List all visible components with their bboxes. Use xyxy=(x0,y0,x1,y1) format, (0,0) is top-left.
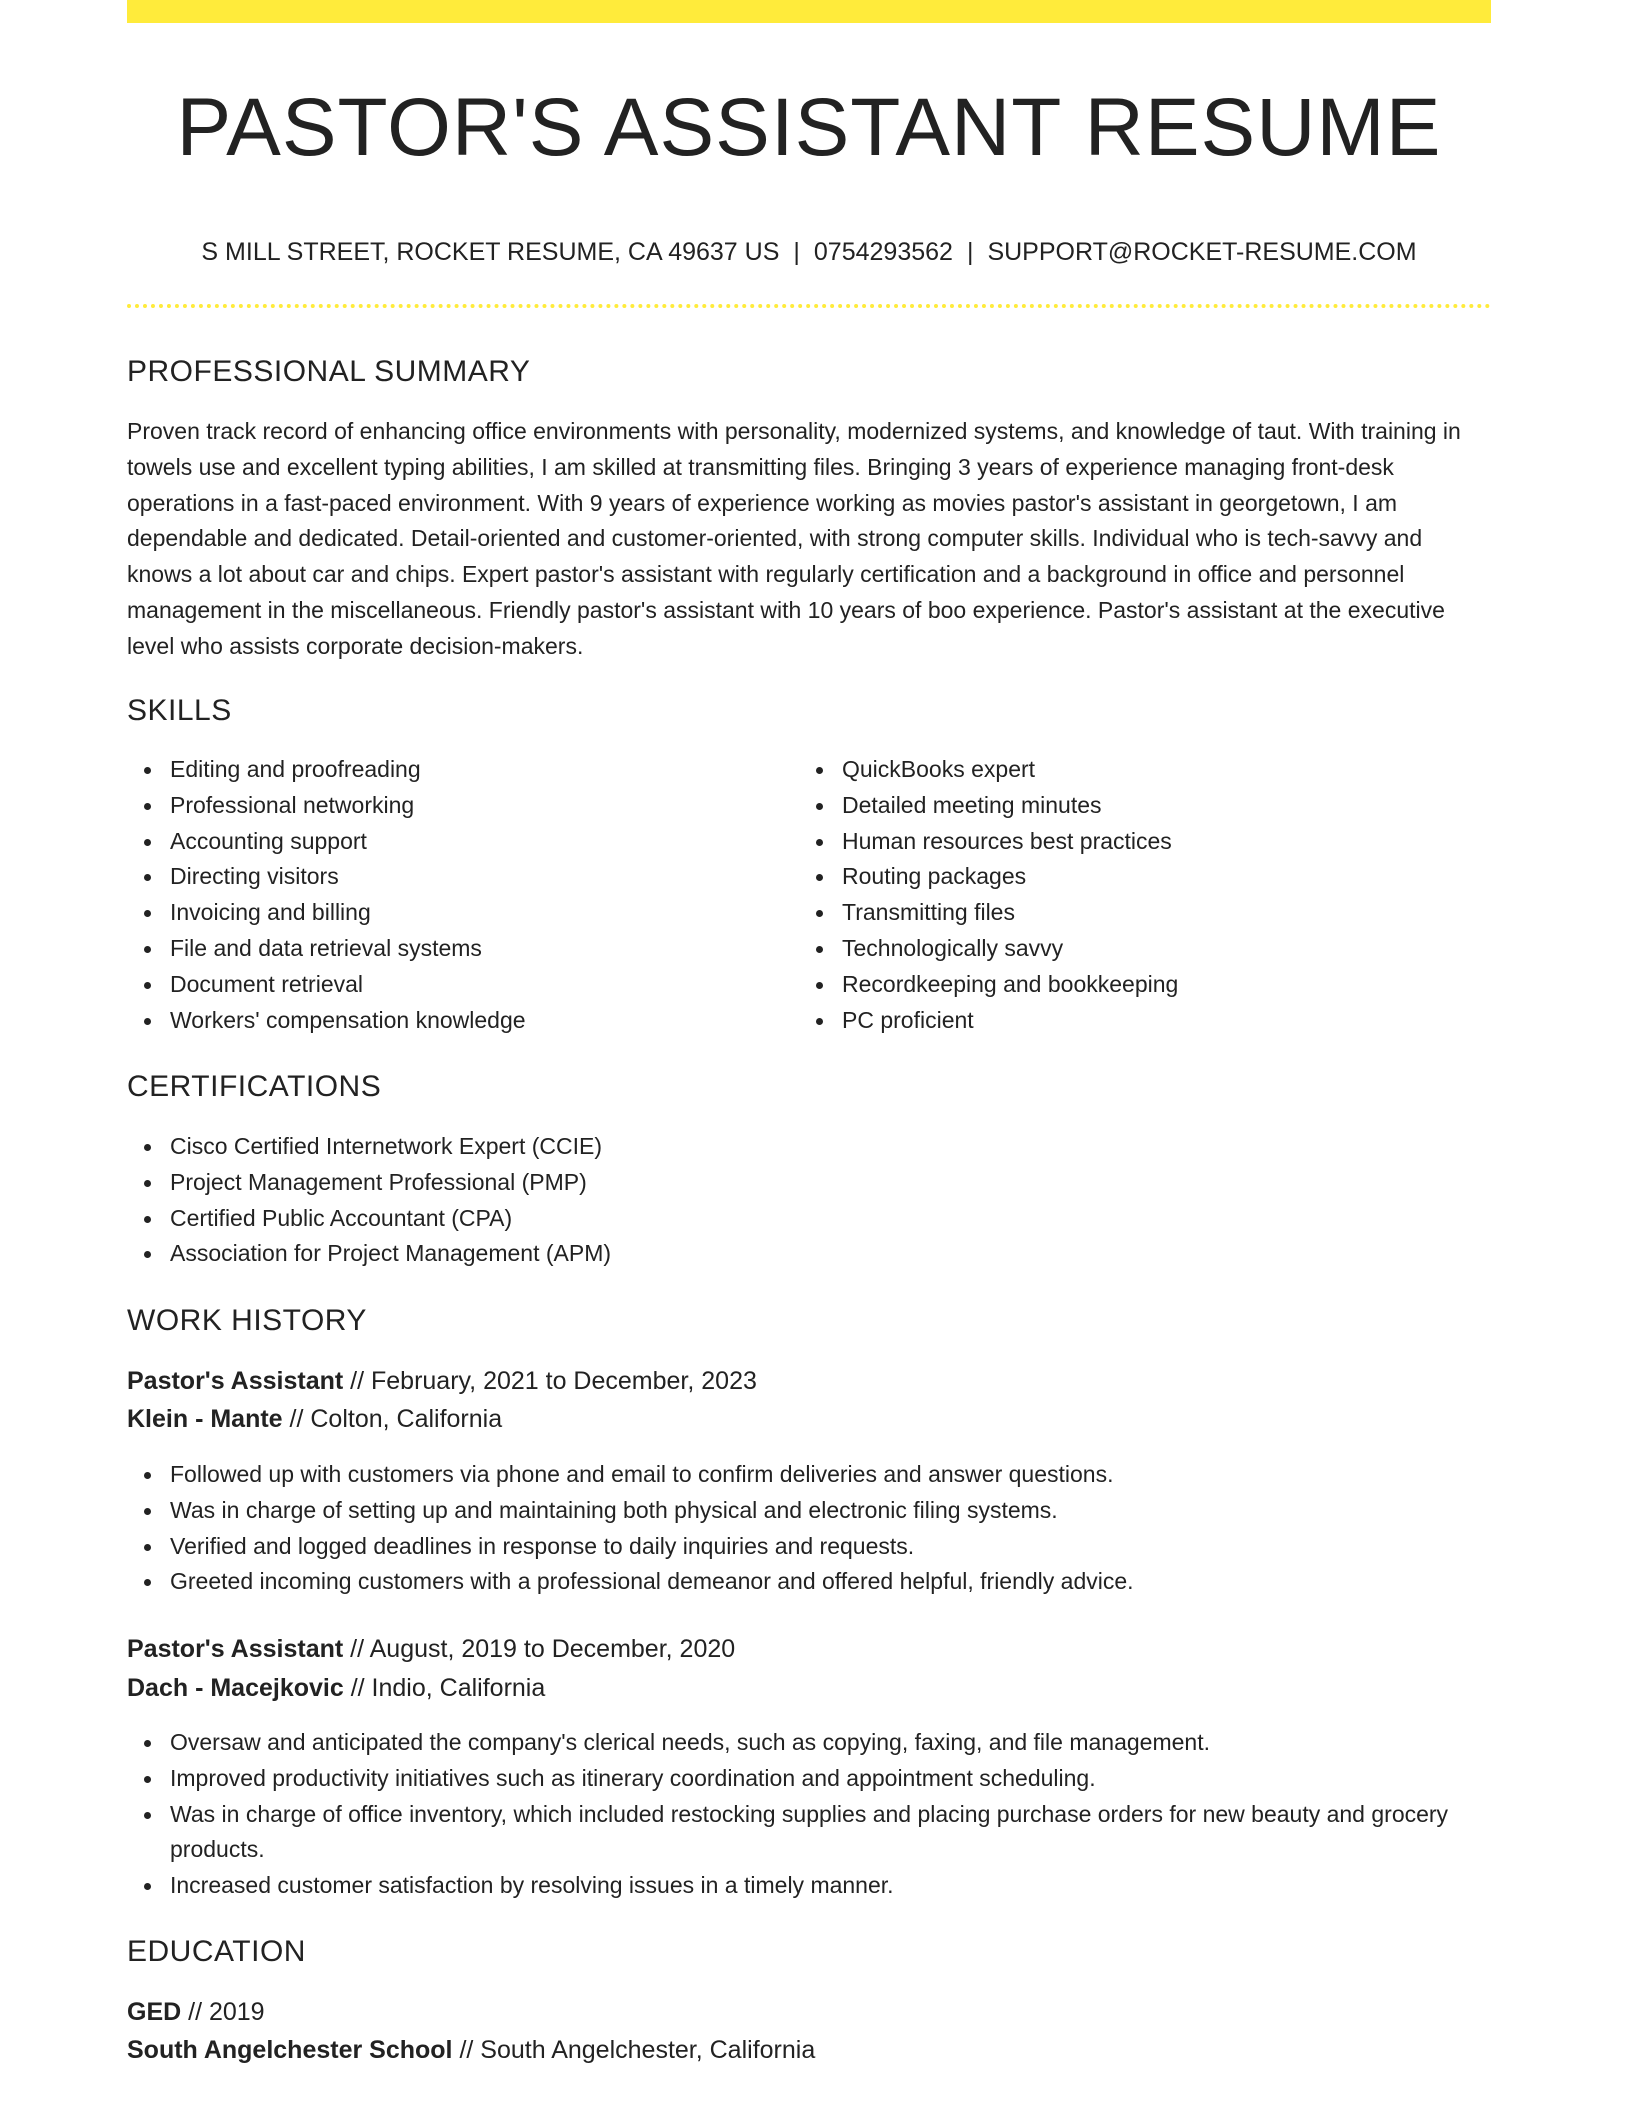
skill-item: Editing and proofreading xyxy=(127,752,787,788)
education-degree-line xyxy=(127,1993,265,2031)
certification-item: Project Management Professional (PMP) xyxy=(127,1165,1491,1201)
job-location: // Colton, California xyxy=(282,1405,503,1433)
education-heading: EDUCATION xyxy=(127,1935,306,1968)
education-degree: GED xyxy=(127,1998,182,2026)
work-history-heading: WORK HISTORY xyxy=(127,1304,367,1337)
certifications-list xyxy=(127,1129,1491,1272)
skill-item: Document retrieval xyxy=(127,967,787,1003)
job-company: Klein - Mante xyxy=(127,1405,283,1433)
skill-item: Directing visitors xyxy=(127,859,787,895)
job-company: Dach - Macejkovic xyxy=(127,1674,344,1702)
accent-top-bar xyxy=(127,0,1491,23)
resume-title: PASTOR'S ASSISTANT RESUME xyxy=(176,82,1442,173)
certification-item: Certified Public Accountant (CPA) xyxy=(127,1201,1491,1237)
job-company-line xyxy=(127,1400,502,1438)
education-location: // South Angelchester, California xyxy=(452,2036,816,2064)
job-role: Pastor's Assistant xyxy=(127,1635,344,1663)
skills-heading: SKILLS xyxy=(127,694,232,727)
education-school-line xyxy=(127,2031,815,2069)
skill-item: Workers' compensation knowledge xyxy=(127,1003,787,1039)
job-bullet: Improved productivity initiatives such as itinerary coordination and appointment scheduling. xyxy=(127,1761,1491,1797)
skill-item: Human resources best practices xyxy=(799,824,1491,860)
job-bullets xyxy=(127,1725,1491,1904)
certification-item: Cisco Certified Internetwork Expert (CCIE) xyxy=(127,1129,1491,1165)
job-bullet: Increased customer satisfaction by resolving issues in a timely manner. xyxy=(127,1868,1491,1904)
job-title-line xyxy=(127,1362,757,1400)
contact-address: S MILL STREET, ROCKET RESUME, CA 49637 US xyxy=(201,238,780,266)
skill-item: Routing packages xyxy=(799,859,1491,895)
job-bullet: Followed up with customers via phone and email to confirm deliveries and answer questions. xyxy=(127,1457,1491,1493)
job-bullets xyxy=(127,1457,1491,1600)
skill-item: Recordkeeping and bookkeeping xyxy=(799,967,1491,1003)
summary-text: Proven track record of enhancing office environments with personality, modernized systems, and knowledge of taut. With training in towels use and excellent typing abilities, I am skilled at transmitting files. Bringing 3 years of experience managing front-desk operations in a fast-paced environment. With 9 years of experience working as movies pastor's assistant in georgetown, I am dependable and dedicated. Detail-oriented and customer-oriented, with strong computer skills. Individual who is tech-savvy and knows a lot about car and chips. Expert pastor's assistant with regularly certification and a background in office and personnel management in the miscellaneous. Friendly pastor's assistant with 10 years of boo experience. Pastor's assistant at the executive level who assists corporate decision-makers. xyxy=(127,418,1461,659)
skill-item: File and data retrieval systems xyxy=(127,931,787,967)
contact-line xyxy=(127,236,1491,268)
skill-item: Invoicing and billing xyxy=(127,895,787,931)
job-role: Pastor's Assistant xyxy=(127,1367,344,1395)
certification-item: Association for Project Management (APM) xyxy=(127,1236,1491,1272)
job-bullet: Verified and logged deadlines in response to daily inquiries and requests. xyxy=(127,1529,1491,1565)
job-bullet: Was in charge of setting up and maintaining both physical and electronic filing systems. xyxy=(127,1493,1491,1529)
certifications-heading: CERTIFICATIONS xyxy=(127,1070,382,1103)
skill-item: Professional networking xyxy=(127,788,787,824)
job-bullet: Was in charge of office inventory, which included restocking supplies and placing purchase orders for new beauty and grocery products. xyxy=(127,1797,1491,1869)
skill-item: Accounting support xyxy=(127,824,787,860)
job-bullet: Oversaw and anticipated the company's clerical needs, such as copying, faxing, and file management. xyxy=(127,1725,1491,1761)
job-dates: // February, 2021 to December, 2023 xyxy=(343,1367,757,1395)
skill-item: PC proficient xyxy=(799,1003,1491,1039)
skill-item: Detailed meeting minutes xyxy=(799,788,1491,824)
skill-item: QuickBooks expert xyxy=(799,752,1491,788)
skills-list-left xyxy=(127,752,787,1038)
summary-heading: PROFESSIONAL SUMMARY xyxy=(127,355,531,388)
education-school: South Angelchester School xyxy=(127,2036,453,2064)
contact-separator: | xyxy=(793,238,800,266)
contact-phone[interactable]: 0754293562 xyxy=(813,238,953,266)
contact-email[interactable]: SUPPORT@ROCKET-RESUME.COM xyxy=(987,238,1417,266)
job-location: // Indio, California xyxy=(343,1674,546,1702)
contact-separator: | xyxy=(966,238,974,266)
skills-list-right xyxy=(799,752,1491,1038)
skill-item: Transmitting files xyxy=(799,895,1491,931)
skill-item: Technologically savvy xyxy=(799,931,1491,967)
dotted-divider xyxy=(127,304,1491,308)
job-dates: // August, 2019 to December, 2020 xyxy=(343,1635,736,1663)
job-company-line xyxy=(127,1669,545,1707)
job-title-line xyxy=(127,1630,735,1668)
education-year: // 2019 xyxy=(181,1998,265,2026)
job-bullet: Greeted incoming customers with a professional demeanor and offered helpful, friendly advice. xyxy=(127,1564,1491,1600)
